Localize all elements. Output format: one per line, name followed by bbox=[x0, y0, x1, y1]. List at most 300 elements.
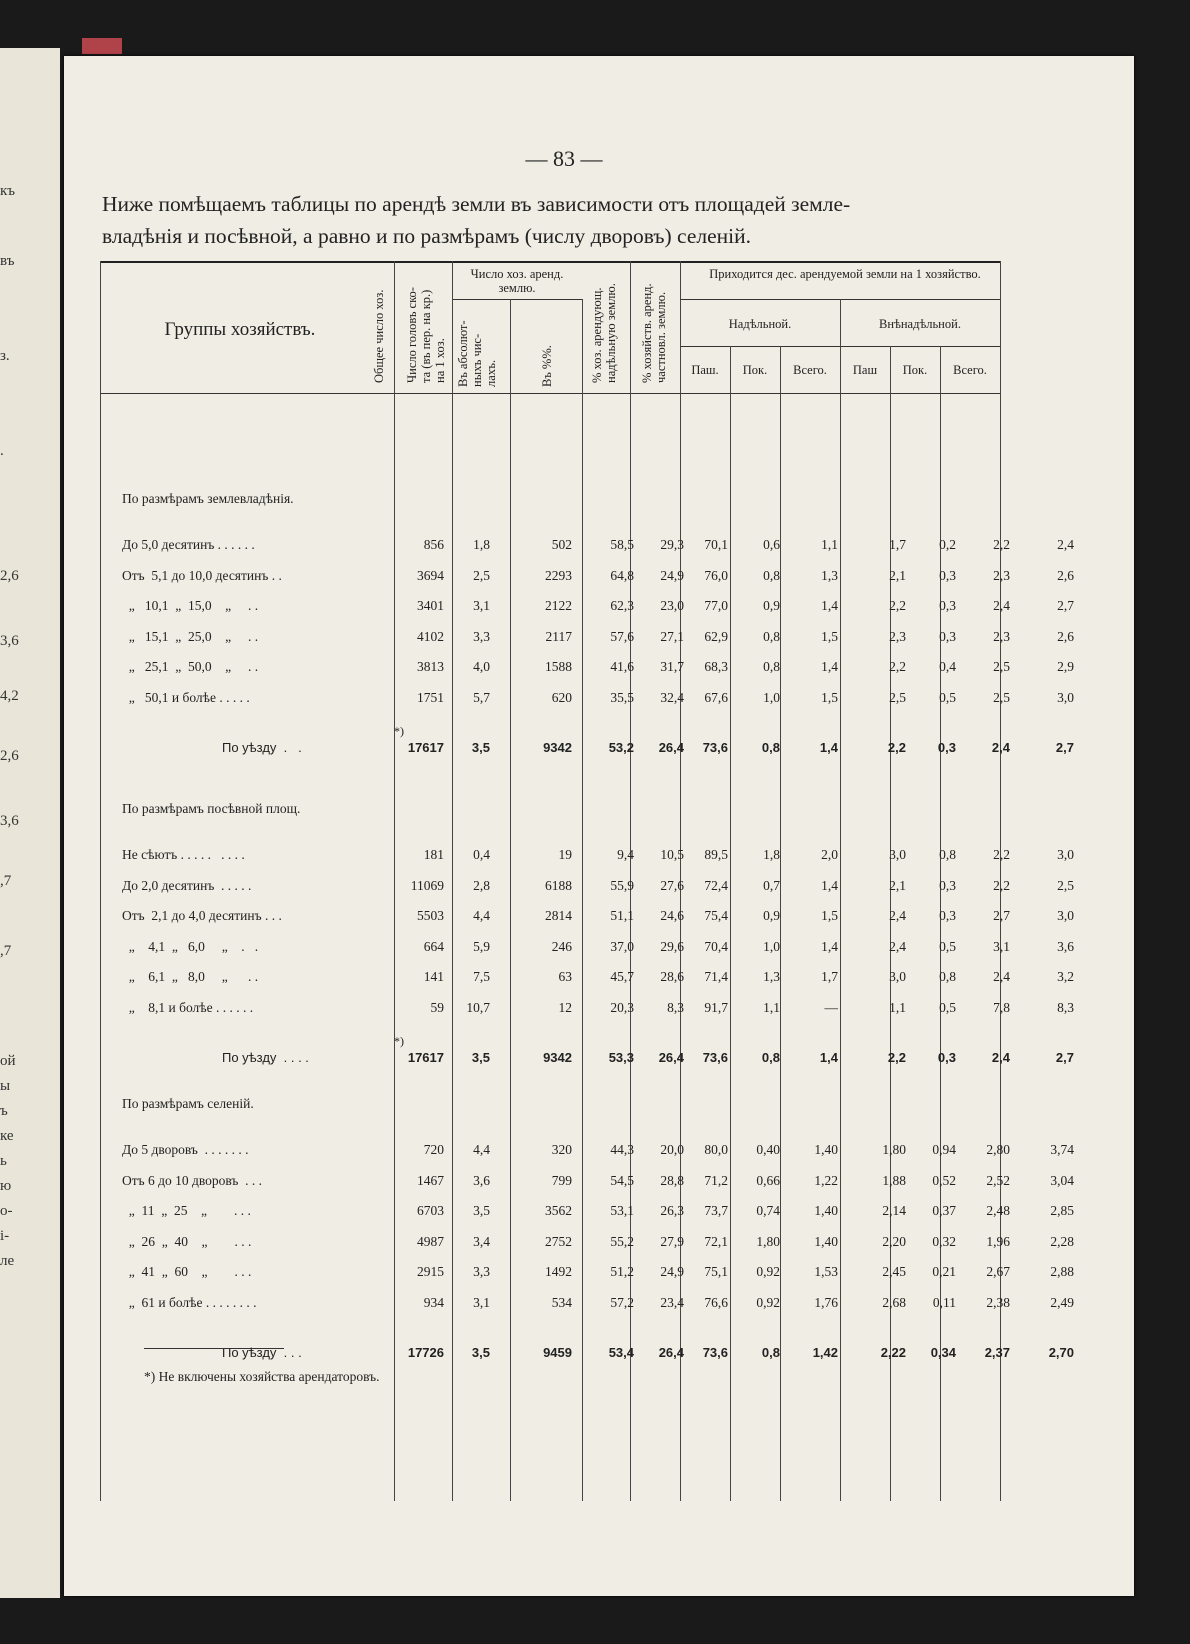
cell-value: 9459 bbox=[543, 1345, 572, 1360]
left-page-fragment: 3,6 bbox=[0, 813, 19, 829]
cell-value: 0,3 bbox=[937, 1050, 956, 1065]
cell-value: 23,4 bbox=[660, 1294, 684, 1310]
cell-value: 1751 bbox=[417, 689, 444, 705]
cell-value: 24,6 bbox=[660, 908, 684, 923]
rent-table bbox=[100, 261, 1084, 1551]
cell-value: 0,9 bbox=[763, 598, 780, 613]
cell-value: 76,6 bbox=[704, 1294, 728, 1310]
cell-value: 8,3 bbox=[667, 999, 684, 1015]
table-row bbox=[100, 939, 1084, 959]
cell-value: 0,21 bbox=[932, 1264, 956, 1279]
cell-value: 53,2 bbox=[608, 740, 634, 755]
cell-value: 73,6 bbox=[702, 1050, 728, 1065]
cell-value: 2,22 bbox=[880, 1345, 906, 1360]
left-page-fragment: къ bbox=[0, 183, 16, 199]
header-cattle bbox=[405, 287, 447, 383]
cell-value: 2,8 bbox=[473, 877, 490, 893]
cell-value: 2,2 bbox=[993, 537, 1010, 552]
cell-value: 4,4 bbox=[473, 1142, 490, 1157]
cell-value: 2,4 bbox=[993, 598, 1010, 613]
cell-value: 17726 bbox=[407, 1345, 444, 1360]
cell-value: 2,88 bbox=[1050, 1264, 1074, 1279]
cell-value: 2,7 bbox=[993, 908, 1010, 923]
cell-value: 53,3 bbox=[608, 1050, 634, 1065]
cell-value: 2,3 bbox=[993, 567, 1010, 583]
cell-value: 55,9 bbox=[610, 877, 634, 893]
cell-value: 1,40 bbox=[814, 1203, 838, 1218]
cell-value: 0,3 bbox=[939, 628, 956, 644]
cell-value: 5,7 bbox=[473, 689, 490, 705]
cell-value: 0,3 bbox=[939, 877, 956, 893]
cell-value: 1,1 bbox=[821, 537, 838, 552]
cell-value: 24,9 bbox=[660, 1264, 684, 1279]
header-allot-rent-line: надѣльную землю. bbox=[604, 283, 618, 383]
cell-value: 3,6 bbox=[473, 1172, 490, 1188]
cell-value: 4102 bbox=[417, 628, 444, 644]
cell-value: 934 bbox=[423, 1294, 444, 1310]
cell-value: 246 bbox=[551, 938, 572, 954]
left-page-fragment: ю bbox=[0, 1178, 12, 1194]
cell-value: 2293 bbox=[545, 567, 572, 583]
cell-value: 0,9 bbox=[763, 908, 780, 923]
left-page-fragment: і- bbox=[0, 1228, 10, 1244]
section-title: По размѣрамъ землевладѣнія. bbox=[122, 491, 294, 506]
cell-value: 1,8 bbox=[473, 537, 490, 552]
left-page-fragment: ой bbox=[0, 1053, 16, 1069]
cell-value: 3,04 bbox=[1050, 1172, 1074, 1188]
cell-value: 4,4 bbox=[473, 908, 490, 923]
cell-value: 70,1 bbox=[704, 537, 728, 552]
header-private-rent-line: частновл. землю. bbox=[654, 291, 668, 383]
cell-value: 4987 bbox=[417, 1233, 444, 1249]
cell-value: 2117 bbox=[545, 628, 572, 644]
cell-value: 2,4 bbox=[1057, 537, 1074, 552]
page-number: — 83 — bbox=[525, 146, 603, 171]
cell-value: 2,67 bbox=[986, 1264, 1010, 1279]
cell-value: 0,5 bbox=[939, 938, 956, 954]
cell-value: 2,5 bbox=[1057, 877, 1074, 893]
cell-value: 0,32 bbox=[932, 1233, 956, 1249]
cell-value: 72,4 bbox=[704, 877, 728, 893]
cell-value: 2,37 bbox=[984, 1345, 1010, 1360]
cell-value: 1,4 bbox=[821, 938, 838, 954]
cell-value: 0,52 bbox=[932, 1172, 956, 1188]
cell-value: 1467 bbox=[417, 1172, 444, 1188]
cell-value: — bbox=[824, 999, 838, 1015]
cell-value: 59 bbox=[430, 999, 444, 1015]
table-row bbox=[100, 690, 1084, 710]
cell-value: 1,4 bbox=[819, 1050, 838, 1065]
cell-value: 1,8 bbox=[763, 847, 780, 862]
cell-value: 72,1 bbox=[704, 1233, 728, 1249]
footnote-marker: *) bbox=[394, 724, 404, 738]
table-row bbox=[100, 1000, 1084, 1020]
cell-value: 12 bbox=[558, 999, 572, 1015]
cell-value: 3,0 bbox=[889, 847, 906, 862]
cell-value: 77,0 bbox=[704, 598, 728, 613]
cell-value: 68,3 bbox=[704, 659, 728, 674]
cell-value: 3,5 bbox=[471, 1345, 490, 1360]
cell-value: 2,48 bbox=[986, 1203, 1010, 1218]
cell-value: 620 bbox=[551, 689, 572, 705]
cell-value: 54,5 bbox=[610, 1172, 634, 1188]
table-row bbox=[100, 537, 1084, 557]
row-label: До 2,0 десятинъ . . . . . bbox=[122, 877, 252, 893]
cell-value: 71,4 bbox=[704, 969, 728, 984]
cell-value: 3,0 bbox=[1057, 847, 1074, 862]
cell-value: 27,1 bbox=[660, 628, 684, 644]
cell-value: 2,5 bbox=[889, 689, 906, 705]
cell-value: 0,34 bbox=[930, 1345, 956, 1360]
cell-value: 0,94 bbox=[932, 1142, 956, 1157]
cell-value: 53,1 bbox=[610, 1203, 634, 1218]
cell-value: 2,45 bbox=[882, 1264, 906, 1279]
cell-value: 3694 bbox=[417, 567, 444, 583]
cell-value: 73,6 bbox=[702, 740, 728, 755]
cell-value: 2,0 bbox=[821, 847, 838, 862]
cell-value: 2,2 bbox=[889, 598, 906, 613]
header-non-allotment: Внѣнадѣльной. bbox=[879, 317, 961, 331]
cell-value: 2,70 bbox=[1048, 1345, 1074, 1360]
table-column-rule bbox=[510, 299, 511, 1501]
cell-value: 1,4 bbox=[821, 877, 838, 893]
cell-value: 2,52 bbox=[986, 1172, 1010, 1188]
cell-value: 1,7 bbox=[889, 537, 906, 552]
cell-value: 3,74 bbox=[1050, 1142, 1074, 1157]
cell-value: 141 bbox=[423, 969, 444, 984]
cell-value: 0,8 bbox=[763, 659, 780, 674]
cell-value: 0,8 bbox=[763, 567, 780, 583]
cell-value: 0,8 bbox=[939, 969, 956, 984]
cell-value: 5503 bbox=[417, 908, 444, 923]
cell-value: 73,7 bbox=[704, 1203, 728, 1218]
row-label: „ 8,1 и болѣе . . . . . . bbox=[122, 999, 254, 1015]
left-page-fragment: ,7 bbox=[0, 943, 12, 959]
left-page-fragment: ке bbox=[0, 1128, 14, 1144]
row-label: До 5 дворовъ . . . . . . . bbox=[122, 1142, 249, 1157]
header-sub-pash2: Паш bbox=[852, 363, 878, 377]
cell-value: 28,8 bbox=[660, 1172, 684, 1188]
cell-value: 5,9 bbox=[473, 938, 490, 954]
cell-value: 2,5 bbox=[473, 567, 490, 583]
cell-value: 1,88 bbox=[882, 1172, 906, 1188]
footnote-marker: *) bbox=[394, 1034, 404, 1048]
left-page-fragment: о- bbox=[0, 1203, 13, 1219]
cell-value: 51,1 bbox=[610, 908, 634, 923]
cell-value: 1,3 bbox=[821, 567, 838, 583]
cell-value: 1,80 bbox=[756, 1233, 780, 1249]
table-row bbox=[100, 908, 1084, 928]
cell-value: 1,40 bbox=[814, 1233, 838, 1249]
row-label: По уѣзду . . . . bbox=[222, 1050, 309, 1065]
cell-value: 3,0 bbox=[1057, 908, 1074, 923]
cell-value: 1,40 bbox=[814, 1142, 838, 1157]
cell-value: 76,0 bbox=[704, 567, 728, 583]
cell-value: 0,3 bbox=[939, 908, 956, 923]
cell-value: 2,2 bbox=[887, 740, 906, 755]
cell-value: 2,7 bbox=[1055, 740, 1074, 755]
intro-paragraph bbox=[102, 188, 1082, 252]
cell-value: 502 bbox=[551, 537, 572, 552]
header-per-household: Приходится дес. арендуемой земли на 1 хозяйство. bbox=[709, 267, 981, 281]
row-label: „ 61 и болѣе . . . . . . . . bbox=[122, 1294, 257, 1310]
header-absolute-line: ныхъ чис- bbox=[470, 333, 484, 387]
left-page-fragment: 2,6 bbox=[0, 568, 19, 584]
header-sub-pash: Паш. bbox=[691, 363, 719, 377]
cell-value: 26,4 bbox=[658, 740, 684, 755]
table-row bbox=[100, 1142, 1084, 1162]
cell-value: 2,28 bbox=[1050, 1233, 1074, 1249]
document-page bbox=[64, 56, 1134, 1596]
cell-value: 0,8 bbox=[939, 847, 956, 862]
cell-value: 53,4 bbox=[608, 1345, 634, 1360]
left-page-fragment: ле bbox=[0, 1253, 15, 1269]
cell-value: 2,2 bbox=[887, 1050, 906, 1065]
cell-value: 2,1 bbox=[889, 567, 906, 583]
cell-value: 2,38 bbox=[986, 1294, 1010, 1310]
header-cattle-line: Число головъ ско- bbox=[405, 287, 419, 383]
cell-value: 2,5 bbox=[993, 659, 1010, 674]
cell-value: 0,74 bbox=[756, 1203, 780, 1218]
cell-value: 0,8 bbox=[761, 740, 780, 755]
cell-value: 2,4 bbox=[993, 969, 1010, 984]
table-row bbox=[100, 1173, 1084, 1193]
left-page-fragment: . bbox=[0, 443, 4, 459]
cell-value: 0,7 bbox=[763, 877, 780, 893]
table-row bbox=[100, 969, 1084, 989]
left-page-fragment: ъ bbox=[0, 1103, 8, 1119]
row-label: „ 6,1 „ 8,0 „ . . bbox=[122, 969, 259, 984]
cell-value: 71,2 bbox=[704, 1172, 728, 1188]
cell-value: 51,2 bbox=[610, 1264, 634, 1279]
cell-value: 2,4 bbox=[991, 740, 1010, 755]
table-column-rule bbox=[840, 299, 841, 1501]
header-absolute-line: Въ абсолют- bbox=[456, 320, 470, 387]
cell-value: 2,9 bbox=[1057, 659, 1074, 674]
cell-value: 2,6 bbox=[1057, 567, 1074, 583]
cell-value: 2,14 bbox=[882, 1203, 906, 1218]
row-label: „ 4,1 „ 6,0 „ . . bbox=[122, 938, 259, 954]
header-percent: Въ %%. bbox=[540, 345, 554, 387]
intro-line: владѣнія и посѣвной, а равно и по размѣрамъ (числу дворовъ) селеній. bbox=[102, 224, 752, 248]
cell-value: 7,5 bbox=[473, 969, 490, 984]
cell-value: 3,5 bbox=[471, 740, 490, 755]
header-sub-pok: Пок. bbox=[742, 363, 768, 377]
cell-value: 9,4 bbox=[617, 847, 634, 862]
cell-value: 3813 bbox=[417, 659, 444, 674]
cell-value: 9342 bbox=[543, 740, 572, 755]
left-page-edge bbox=[0, 48, 60, 1598]
row-label: „ 25,1 „ 50,0 „ . . bbox=[122, 659, 259, 674]
cell-value: 70,4 bbox=[704, 938, 728, 954]
cell-value: 35,5 bbox=[610, 689, 634, 705]
table-column-rule bbox=[582, 299, 583, 1501]
cell-value: 1,4 bbox=[821, 598, 838, 613]
row-label: „ 10,1 „ 15,0 „ . . bbox=[122, 598, 259, 613]
table-row bbox=[100, 1295, 1084, 1315]
cell-value: 3,1 bbox=[473, 598, 490, 613]
cell-value: 0,3 bbox=[939, 567, 956, 583]
cell-value: 1,80 bbox=[882, 1142, 906, 1157]
cell-value: 57,6 bbox=[610, 628, 634, 644]
cell-value: 1,4 bbox=[819, 740, 838, 755]
header-sub-total: Всего. bbox=[793, 363, 827, 377]
cell-value: 10,5 bbox=[660, 847, 684, 862]
cell-value: 2,80 bbox=[986, 1142, 1010, 1157]
cell-value: 45,7 bbox=[610, 969, 634, 984]
row-label: Отъ 5,1 до 10,0 десятинъ . . bbox=[122, 567, 282, 583]
cell-value: 2,2 bbox=[889, 659, 906, 674]
cell-value: 11069 bbox=[410, 877, 444, 893]
table-row bbox=[100, 568, 1084, 588]
left-page-fragment: 3,6 bbox=[0, 633, 19, 649]
cell-value: 29,3 bbox=[660, 537, 684, 552]
left-page-fragment: ,7 bbox=[0, 873, 12, 889]
cell-value: 26,4 bbox=[658, 1345, 684, 1360]
cell-value: 28,6 bbox=[660, 969, 684, 984]
cell-value: 3401 bbox=[417, 598, 444, 613]
cell-value: 27,6 bbox=[660, 877, 684, 893]
cell-value: 20,0 bbox=[660, 1142, 684, 1157]
table-row bbox=[100, 598, 1084, 618]
row-label: До 5,0 десятинъ . . . . . . bbox=[122, 537, 255, 552]
header-private-rent bbox=[640, 283, 668, 383]
cell-value: 26,3 bbox=[660, 1203, 684, 1218]
header-sub-total2: Всего. bbox=[953, 363, 987, 377]
cell-value: 0,8 bbox=[761, 1050, 780, 1065]
cell-value: 24,9 bbox=[660, 567, 684, 583]
cell-value: 2122 bbox=[545, 598, 572, 613]
cell-value: 1,42 bbox=[812, 1345, 838, 1360]
section-title: По размѣрамъ селеній. bbox=[122, 1096, 254, 1111]
cell-value: 0,5 bbox=[939, 999, 956, 1015]
cell-value: 1,5 bbox=[821, 628, 838, 644]
table-total-row bbox=[100, 740, 1084, 760]
cell-value: 1,1 bbox=[889, 999, 906, 1015]
cell-value: 0,4 bbox=[473, 847, 490, 862]
cell-value: 3,4 bbox=[473, 1233, 490, 1249]
left-page-fragment: з. bbox=[0, 348, 10, 364]
cell-value: 3,0 bbox=[889, 969, 906, 984]
row-label: „ 26 „ 40 „ . . . bbox=[122, 1233, 252, 1249]
header-sub-pok2: Пок. bbox=[902, 363, 928, 377]
intro-line: Ниже помѣщаемъ таблицы по арендѣ земли въ зависимости отъ площадей земле- bbox=[102, 192, 851, 216]
cell-value: 3,6 bbox=[1057, 938, 1074, 954]
cell-value: 27,9 bbox=[660, 1233, 684, 1249]
cell-value: 26,4 bbox=[658, 1050, 684, 1065]
cell-value: 181 bbox=[423, 847, 444, 862]
footnote-rule bbox=[144, 1348, 284, 1349]
cell-value: 9342 bbox=[543, 1050, 572, 1065]
row-label: Отъ 2,1 до 4,0 десятинъ . . . bbox=[122, 908, 282, 923]
table-total-row bbox=[100, 1050, 1084, 1070]
cell-value: 0,11 bbox=[932, 1294, 956, 1310]
cell-value: 2,4 bbox=[889, 938, 906, 954]
cell-value: 3,3 bbox=[473, 628, 490, 644]
cell-value: 3562 bbox=[545, 1203, 572, 1218]
cell-value: 1,7 bbox=[821, 969, 838, 984]
cell-value: 0,2 bbox=[939, 537, 956, 552]
table-row bbox=[100, 659, 1084, 679]
cell-value: 2,1 bbox=[889, 877, 906, 893]
row-label: „ 41 „ 60 „ . . . bbox=[122, 1264, 252, 1279]
footnote: *) Не включены хозяйства арендаторовъ. bbox=[144, 1369, 380, 1384]
cell-value: 2,2 bbox=[993, 877, 1010, 893]
left-page-fragment: ь bbox=[0, 1153, 7, 1169]
left-page-fragment: ы bbox=[0, 1078, 11, 1094]
cell-value: 3,2 bbox=[1057, 969, 1074, 984]
cell-value: 3,1 bbox=[993, 938, 1010, 954]
cell-value: 20,3 bbox=[610, 999, 634, 1015]
table-row bbox=[100, 629, 1084, 649]
table-row bbox=[100, 1203, 1084, 1223]
row-label: „ 50,1 и болѣе . . . . . bbox=[122, 689, 250, 705]
cell-value: 2,85 bbox=[1050, 1203, 1074, 1218]
cell-value: 63 bbox=[558, 969, 572, 984]
header-cattle-line: та (въ пер. на кр.) bbox=[419, 289, 433, 383]
table-row bbox=[100, 878, 1084, 898]
cell-value: 3,3 bbox=[473, 1264, 490, 1279]
cell-value: 29,6 bbox=[660, 938, 684, 954]
cell-value: 0,6 bbox=[763, 537, 780, 552]
cell-value: 0,3 bbox=[937, 740, 956, 755]
cell-value: 320 bbox=[551, 1142, 572, 1157]
cell-value: 1,76 bbox=[814, 1294, 838, 1310]
header-allot-rent bbox=[590, 283, 618, 383]
cell-value: 89,5 bbox=[704, 847, 728, 862]
cell-value: 62,9 bbox=[704, 628, 728, 644]
cell-value: 44,3 bbox=[610, 1142, 634, 1157]
cell-value: 3,5 bbox=[473, 1203, 490, 1218]
cell-value: 2752 bbox=[545, 1233, 572, 1249]
cell-value: 856 bbox=[423, 537, 444, 552]
cell-value: 1,53 bbox=[814, 1264, 838, 1279]
cell-value: 6703 bbox=[417, 1203, 444, 1218]
bookmark-ribbon bbox=[82, 38, 122, 54]
cell-value: 664 bbox=[423, 938, 444, 954]
cell-value: 1588 bbox=[545, 659, 572, 674]
table-row bbox=[100, 847, 1084, 867]
cell-value: 31,7 bbox=[660, 659, 684, 674]
cell-value: 1,96 bbox=[986, 1233, 1010, 1249]
header-private-rent-line: % хозяйств. аренд. bbox=[640, 283, 654, 383]
cell-value: 57,2 bbox=[610, 1294, 634, 1310]
cell-value: 75,4 bbox=[704, 908, 728, 923]
header-absolute bbox=[456, 320, 498, 387]
cell-value: 1,3 bbox=[763, 969, 780, 984]
cell-value: 0,40 bbox=[756, 1142, 780, 1157]
cell-value: 80,0 bbox=[704, 1142, 728, 1157]
cell-value: 720 bbox=[423, 1142, 444, 1157]
cell-value: 0,92 bbox=[756, 1264, 780, 1279]
cell-value: 64,8 bbox=[610, 567, 634, 583]
row-label: По уѣзду . . bbox=[222, 740, 302, 755]
header-total-households: Общее число хоз. bbox=[372, 289, 386, 383]
row-label: „ 15,1 „ 25,0 „ . . bbox=[122, 628, 259, 644]
cell-value: 2,4 bbox=[889, 908, 906, 923]
cell-value: 1,0 bbox=[763, 938, 780, 954]
left-page-fragment: 2,6 bbox=[0, 748, 19, 764]
cell-value: 2,20 bbox=[882, 1233, 906, 1249]
table-row bbox=[100, 1264, 1084, 1284]
cell-value: 58,5 bbox=[610, 537, 634, 552]
cell-value: 2,3 bbox=[889, 628, 906, 644]
row-label: „ 11 „ 25 „ . . . bbox=[122, 1203, 251, 1218]
cell-value: 3,1 bbox=[473, 1294, 490, 1310]
cell-value: 0,66 bbox=[756, 1172, 780, 1188]
cell-value: 0,3 bbox=[939, 598, 956, 613]
cell-value: 62,3 bbox=[610, 598, 634, 613]
